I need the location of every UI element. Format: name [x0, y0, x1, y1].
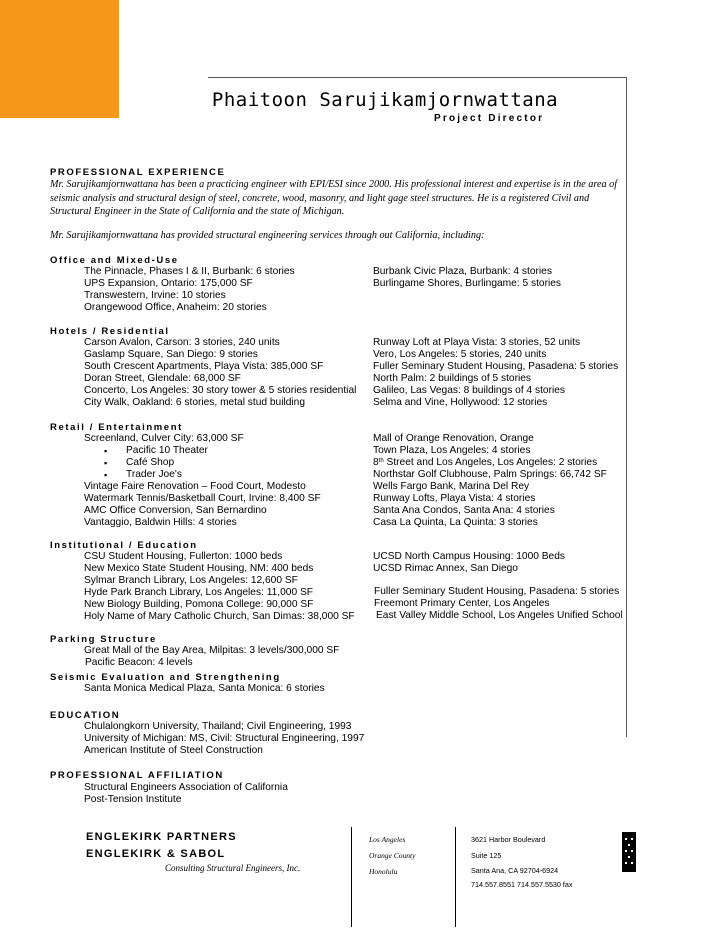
- list-item: Post-Tension Institute: [84, 794, 182, 805]
- firm-name-1: ENGLEKIRK PARTNERS: [86, 831, 237, 843]
- list-item: City Walk, Oakland: 6 stories, metal stud building: [84, 397, 306, 408]
- footer-divider-2: [455, 827, 456, 927]
- address-line: 3621 Harbor Boulevard: [471, 835, 546, 844]
- list-item: The Pinnacle, Phases I & II, Burbank: 6 stories: [84, 266, 295, 277]
- office-list-right: [373, 266, 561, 290]
- bullet-icon: ▪: [104, 470, 108, 480]
- list-item: Hyde Park Branch Library, Los Angeles: 11,000 SF: [84, 587, 313, 598]
- list-item: Orangewood Office, Anaheim: 20 stories: [84, 302, 267, 313]
- list-item: Galileo, Las Vegas: 8 buildings of 4 stories: [373, 385, 565, 396]
- list-item-bulleted: [84, 457, 321, 469]
- office-city: Honolulu: [369, 867, 398, 876]
- address-line: Suite 125: [471, 851, 502, 860]
- list-item: North Palm: 2 buildings of 5 stories: [373, 373, 531, 384]
- list-item: New Biology Building, Pomona College: 90,000 SF: [84, 599, 314, 610]
- office-city: Orange County: [369, 851, 416, 860]
- list-item: Transwestern, Irvine: 10 stories: [84, 290, 226, 301]
- list-item: CSU Student Housing, Fullerton: 1000 beds: [84, 551, 283, 562]
- retail-list-right: [373, 433, 607, 529]
- list-item: Freemont Primary Center, Los Angeles: [374, 598, 550, 609]
- bullet-icon: ▪: [104, 458, 108, 468]
- address-line: 714.557.8551 714.557.5530 fax: [471, 880, 573, 889]
- experience-intro-2: Mr. Sarujikamjornwattana has provided structural engineering services through out California, including:: [50, 230, 485, 241]
- list-item: Vantaggio, Baldwin Hills: 4 stories: [84, 517, 237, 528]
- list-item: Runway Lofts, Playa Vista: 4 stories: [373, 493, 536, 504]
- subheading-institutional: Institutional / Education: [50, 540, 198, 551]
- list-item: Structural Engineers Association of California: [84, 782, 288, 793]
- list-item: Vero, Los Angeles: 5 stories, 240 units: [373, 349, 547, 360]
- list-item: Chulalongkorn University, Thailand; Civil Engineering, 1993: [84, 721, 352, 732]
- bullet-icon: ▪: [104, 446, 108, 456]
- hotels-list-right: [373, 337, 618, 409]
- list-item: Sylmar Branch Library, Los Angeles: 12,600 SF: [84, 575, 298, 586]
- office-city: Los Angeles: [369, 835, 406, 844]
- list-item: New Mexico State Student Housing, NM: 400 beds: [84, 563, 314, 574]
- list-item: Burbank Civic Plaza, Burbank: 4 stories: [373, 266, 552, 277]
- bullet-text: Pacific 10 Theater: [126, 445, 208, 456]
- institutional-list-right-bottom: [374, 586, 623, 622]
- list-item: Burlingame Shores, Burlingame: 5 stories: [373, 278, 561, 289]
- list-item: Gaslamp Square, San Diego: 9 stories: [84, 349, 258, 360]
- bullet-text: Trader Joe's: [126, 469, 182, 480]
- retail-list-left: [84, 433, 321, 529]
- institutional-list-left: [84, 551, 355, 623]
- list-item: [373, 457, 607, 469]
- list-item-bulleted: [84, 469, 321, 481]
- subheading-seismic: Seismic Evaluation and Strengthening: [50, 672, 281, 683]
- list-item: East Valley Middle School, Los Angeles Unified School: [376, 610, 623, 621]
- education-list: [84, 721, 364, 757]
- list-item: Casa La Quinta, La Quinta: 3 stories: [373, 517, 538, 528]
- list-item: Town Plaza, Los Angeles: 4 stories: [373, 445, 531, 456]
- header-rule: [208, 77, 626, 78]
- firm-name-2: ENGLEKIRK & SABOL: [86, 848, 226, 860]
- list-item-bulleted: [84, 445, 321, 457]
- firm-logo-icon: [622, 832, 636, 872]
- list-item: Northstar Golf Clubhouse, Palm Springs: 66,742 SF: [373, 469, 607, 480]
- office-list-left: [84, 266, 295, 314]
- subheading-retail: Retail / Entertainment: [50, 422, 183, 433]
- list-item: Screenland, Culver City: 63,000 SF: [84, 433, 244, 444]
- list-item: South Crescent Apartments, Playa Vista: 385,000 SF: [84, 361, 324, 372]
- street-rest: Street and Los Angeles, Los Angeles: 2 stories: [383, 457, 598, 468]
- address-line: Santa Ana, CA 92704-6924: [471, 866, 559, 875]
- list-item: Pacific Beacon: 4 levels: [85, 657, 193, 668]
- subheading-parking: Parking Structure: [50, 634, 157, 645]
- list-item: Fuller Seminary Student Housing, Pasadena: 5 stories: [373, 361, 619, 372]
- list-item: Great Mall of the Bay Area, Milpitas: 3 levels/300,000 SF: [84, 645, 340, 656]
- list-item: Santa Monica Medical Plaza, Santa Monica: 6 stories: [84, 683, 325, 694]
- seismic-list: [84, 683, 325, 695]
- right-rule: [626, 77, 627, 737]
- list-item: Santa Ana Condos, Santa Ana: 4 stories: [373, 505, 555, 516]
- list-item: UPS Expansion, Ontario: 175,000 SF: [84, 278, 253, 289]
- person-title: Project Director: [434, 113, 545, 124]
- section-heading-affiliation: PROFESSIONAL AFFILIATION: [50, 770, 224, 781]
- list-item: Carson Avalon, Carson: 3 stories, 240 units: [84, 337, 280, 348]
- subheading-office: Office and Mixed-Use: [50, 255, 179, 266]
- list-item: Doran Street, Glendale: 68,000 SF: [84, 373, 241, 384]
- list-item: Mall of Orange Renovation, Orange: [373, 433, 534, 444]
- hotels-list-left: [84, 337, 356, 409]
- list-item: UCSD Rimac Annex, San Diego: [373, 563, 518, 574]
- institutional-list-right-top: [373, 551, 565, 575]
- list-item: Concerto, Los Angeles: 30 story tower & 5 stories residential: [84, 385, 357, 396]
- affiliation-list: [84, 782, 288, 806]
- list-item: Wells Fargo Bank, Marina Del Rey: [373, 481, 530, 492]
- list-item: UCSD North Campus Housing: 1000 Beds: [373, 551, 565, 562]
- list-item: Watermark Tennis/Basketball Court, Irvine: 8,400 SF: [84, 493, 321, 504]
- list-item: Selma and Vine, Hollywood: 12 stories: [373, 397, 548, 408]
- experience-intro: Mr. Sarujikamjornwattana has been a practicing engineer with EPI/ESI since 2000. His professional interest and expertise is in the area of seismic analysis and structural design of steel, concrete, wood, masonry, and light gage steel structures. He is a registered Civil and Structural Engineer in the State of California and the state of Michigan.: [50, 179, 618, 217]
- firm-tagline: Consulting Structural Engineers, Inc.: [165, 863, 301, 873]
- bullet-text: Café Shop: [126, 457, 175, 468]
- subheading-hotels: Hotels / Residential: [50, 326, 170, 337]
- person-name: Phaitoon Sarujikamjornwattana: [211, 89, 559, 111]
- list-item: Holy Name of Mary Catholic Church, San Dimas: 38,000 SF: [84, 611, 355, 622]
- parking-list: [84, 645, 339, 669]
- list-item: AMC Office Conversion, San Bernardino: [84, 505, 267, 516]
- section-heading-experience: PROFESSIONAL EXPERIENCE: [50, 167, 226, 178]
- list-item: Fuller Seminary Student Housing, Pasadena: 5 stories: [374, 586, 620, 597]
- footer-divider-1: [351, 827, 352, 927]
- section-heading-education: EDUCATION: [50, 710, 121, 721]
- list-item: American Institute of Steel Construction: [84, 745, 263, 756]
- list-item: Vintage Faire Renovation – Food Court, Modesto: [84, 481, 306, 492]
- list-item: Runway Loft at Playa Vista: 3 stories, 52 units: [373, 337, 581, 348]
- ordinal-suffix: th: [378, 458, 384, 464]
- street-number: 8: [373, 457, 379, 468]
- list-item: University of Michigan: MS, Civil: Structural Engineering, 1997: [84, 733, 365, 744]
